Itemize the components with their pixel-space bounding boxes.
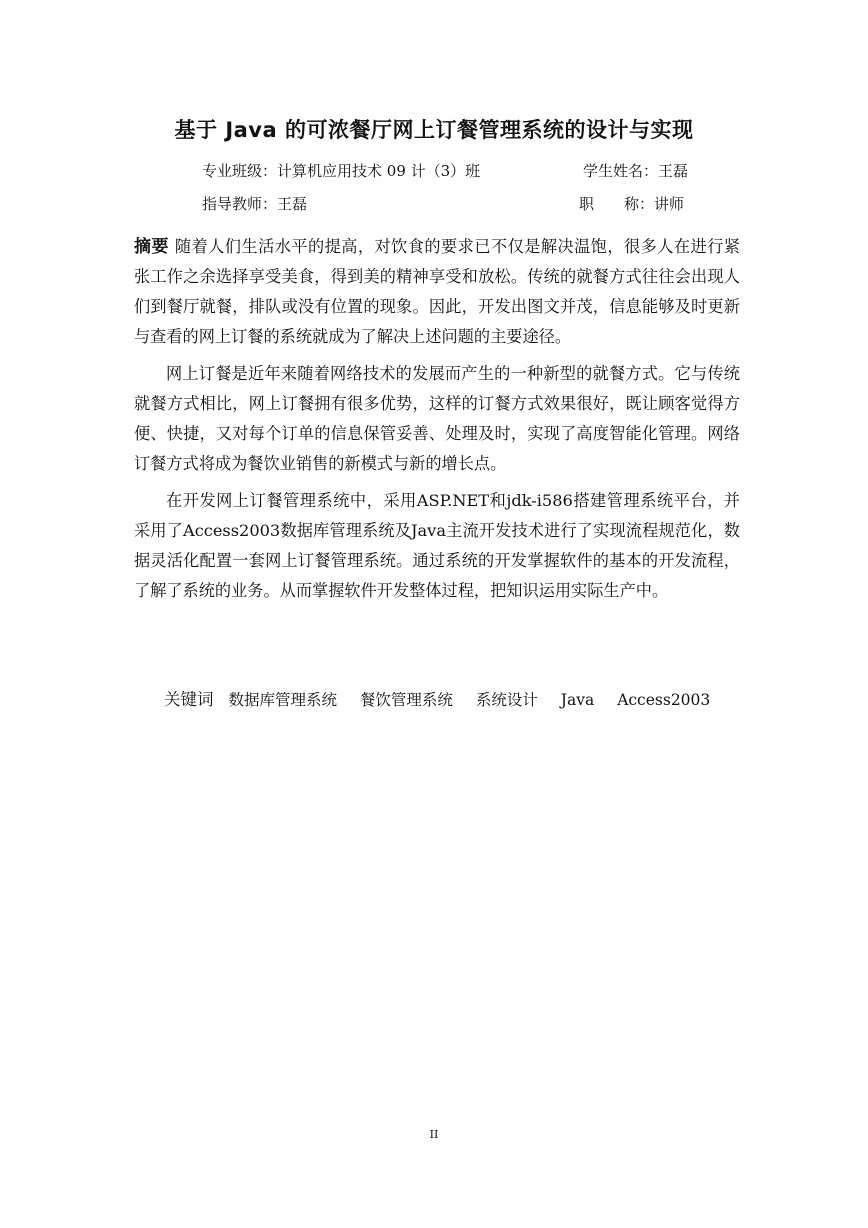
abstract-paragraph: 网上订餐是近年来随着网络技术的发展而产生的一种新型的就餐方式。它与传统就餐方式相比，网上订餐拥有很多优势，这样的订餐方式效果很好，既让顾客觉得方便、快捷，又对每个订单的信息保管妥善、处理及时，实现了高度智能化管理。网络订餐方式将成为餐饮业销售的新模式与新的增长点。 [134, 364, 740, 473]
student-name: 学生姓名：王磊 [583, 162, 689, 180]
page-number: II [429, 1128, 439, 1141]
keyword-item: Access2003 [617, 691, 711, 709]
keywords-line [164, 688, 728, 712]
abstract-paragraph: 在开发网上订餐管理系统中，采用ASP.NET和jdk-i586搭建管理系统平台，并采用了Access2003数据库管理系统及Java主流开发技术进行了实现流程规范化，数据灵活化配置一套网上订餐管理系统。通过系统的开发掌握软件的基本的开发流程，了解了系统的业务。从而掌握软件开发整体过程，把知识运用实际生产中。 [134, 491, 740, 600]
paper-title: 基于 Java 的可浓餐厅网上订餐管理系统的设计与实现 [174, 118, 694, 142]
major-class: 专业班级：计算机应用技术 09 计（3）班 [202, 162, 481, 180]
advisor-title: 职 称：讲师 [579, 195, 685, 213]
keyword-item: 餐饮管理系统 [359, 691, 453, 709]
abstract-section [134, 232, 740, 613]
abstract-label: 摘要 [134, 237, 169, 257]
keywords-label: 关键词 [164, 690, 214, 709]
abstract-paragraph-text: 随着人们生活水平的提高，对饮食的要求已不仅是解决温饱，很多人在进行紧张工作之余选择享受美食，得到美的精神享受和放松。传统的就餐方式往往会出现人们到餐厅就餐，排队或没有位置的现象。因此，开发出图文并茂，信息能够及时更新与查看的网上订餐的系统就成为了解决上述问题的主要途径。 [134, 237, 741, 346]
keyword-item: Java [560, 691, 595, 709]
keyword-item: 数据库管理系统 [228, 691, 337, 709]
abstract-paragraph [134, 232, 740, 352]
keyword-item: 系统设计 [475, 691, 538, 709]
advisor-name: 指导教师：王磊 [202, 195, 308, 213]
